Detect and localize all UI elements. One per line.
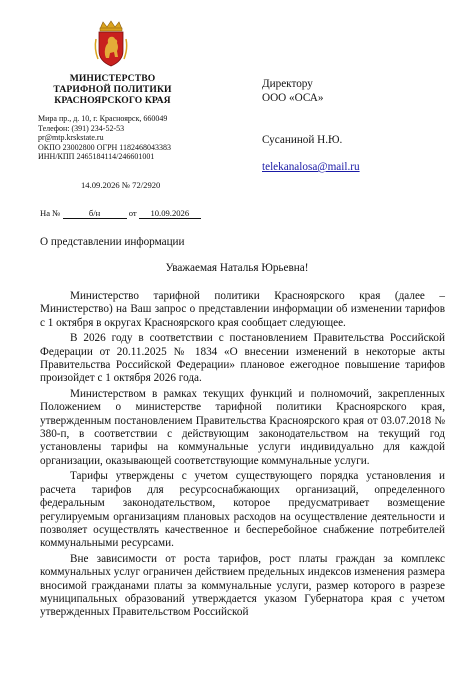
recipient-email-link[interactable]: telekanalosa@mail.ru: [262, 161, 360, 173]
ministry-line-2: ТАРИФНОЙ ПОЛИТИКИ: [53, 84, 172, 95]
okpo-line: ОКПО 23002800 ОГРН 1182468043383: [38, 142, 171, 152]
krasnoyarsk-coat-of-arms-icon: [92, 19, 130, 69]
paragraph: Тарифы утверждены с учетом существующего порядка установления и расчета тарифов для ресурсоснабжающих организаций, определенного федеральным законодательством, которое предусматривает возмещение регулируемым организациям плановых расходов на осуществление деятельности и позволяет осуществлять качественное и бесперебойное снабжение потребителей коммунальными ресурсами.: [40, 470, 445, 550]
ref-number: б/н: [63, 208, 127, 219]
address-line: Мира пр., д. 10, г. Красноярск, 660049: [38, 114, 168, 123]
ref-date: 10.09.2026: [139, 208, 201, 219]
ministry-name: [30, 73, 195, 106]
letter-body: [40, 290, 445, 622]
paragraph: В 2026 году в соответствии с постановлением Правительства Российской Федерации от 20.11.2025 № 1834 «О внесении изменений в некоторые акты Правительства Российской Федерации» плановое ежегодное повышение тарифов произойдет с 1 октября 2026 года.: [40, 332, 445, 385]
paragraph: Вне зависимости от роста тарифов, рост платы граждан за комплекс коммунальных услуг ограничен действием предельных индексов изменения размера вносимой гражданами платы за коммунальные услуги, размер которого в разрезе муниципальных образований утверждается указом Губернатора края с учетом утвержденных Правительством Российской: [40, 552, 445, 619]
inn-line: ИНН/КПП 2465184114/246601001: [38, 152, 155, 162]
ministry-address: [38, 114, 218, 162]
ref-prefix: На №: [40, 208, 61, 218]
ref-from: от: [128, 208, 137, 218]
ministry-line-3: КРАСНОЯРСКОГО КРАЯ: [54, 95, 171, 106]
phone-line: Телефон: (391) 234-52-53: [38, 123, 125, 133]
reference-line: [40, 208, 201, 219]
recipient-block: [262, 77, 360, 174]
letter-subject: О представлении информации: [40, 236, 185, 248]
recipient-name: Сусаниной Н.Ю.: [262, 134, 343, 146]
letter-greeting: Уважаемая Наталья Юрьевна!: [165, 262, 309, 274]
letter-date-number: 14.09.2026 № 72/2920: [81, 180, 161, 190]
email-line: pr@mtp.krskstate.ru: [38, 133, 104, 143]
paragraph: Министерством в рамках текущих функций и полномочий, закрепленных Положением о министерстве тарифной политики Красноярского края, утвержденным постановлением Правительства Красноярского края от 03.07.2018 № 380-п, в соответствии с действующим законодательством на текущий год установлены тарифы на коммунальные услуги индивидуально для каждой организации, оказывающей соответствующие коммунальные услуги.: [40, 387, 445, 467]
ministry-line-1: МИНИСТЕРСТВО: [69, 73, 156, 84]
recipient-org: ООО «ОСА»: [262, 92, 324, 104]
recipient-title: Директору: [262, 78, 313, 90]
paragraph: Министерство тарифной политики Красноярского края (далее – Министерство) на Ваш запрос о представлении информации об изменении тарифов с 1 октября в округах Красноярского края сообщает следующее.: [40, 290, 445, 329]
